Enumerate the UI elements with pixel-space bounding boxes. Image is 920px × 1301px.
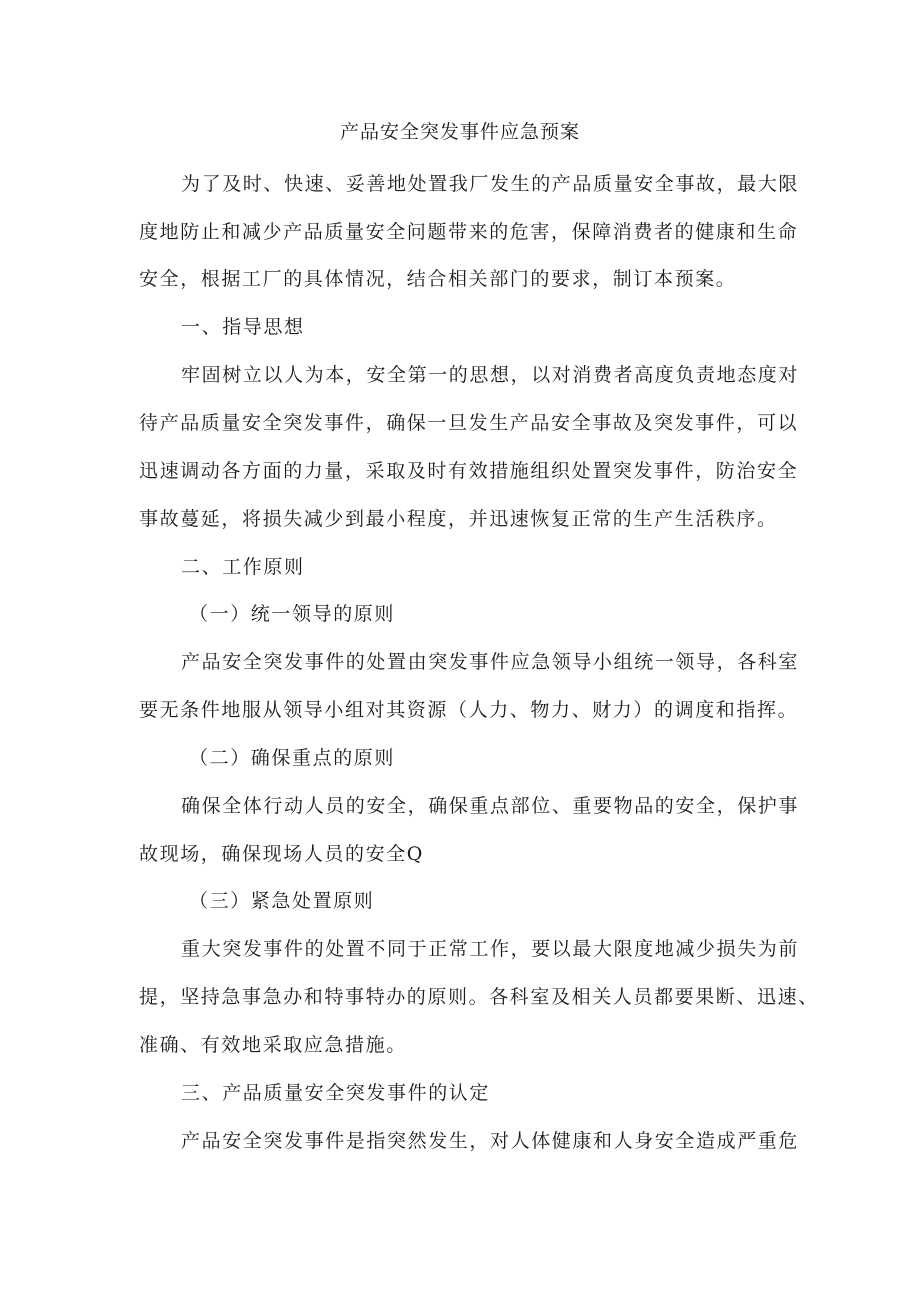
paragraph-line: 确保全体行动人员的安全，确保重点部位、重要物品的安全，保护事 bbox=[181, 795, 800, 817]
subsection-heading: （二）确保重点的原则 bbox=[189, 747, 396, 769]
paragraph-line: 产品安全突发事件是指突然发生，对人体健康和人身安全造成严重危 bbox=[181, 1130, 800, 1152]
paragraph-line: 牢固树立以人为本，安全第一的思想，以对消费者高度负责地态度对 bbox=[181, 364, 800, 386]
paragraph-line: 故现场，确保现场人员的安全Q bbox=[139, 843, 424, 865]
paragraph-line: 待产品质量安全突发事件，确保一旦发生产品安全事故及突发事件，可以 bbox=[139, 412, 799, 434]
paragraph-line: 安全，根据工厂的具体情况，结合相关部门的要求，制订本预案。 bbox=[139, 268, 737, 290]
paragraph-line: 迅速调动各方面的力量，采取及时有效措施组织处置突发事件，防治安全 bbox=[139, 460, 799, 482]
paragraph-line: 产品安全突发事件的处置由突发事件应急领导小组统一领导，各科室 bbox=[181, 651, 800, 673]
section-heading: 三、产品质量安全突发事件的认定 bbox=[181, 1082, 491, 1104]
paragraph-line: 提，坚持急事急办和特事特办的原则。各科室及相关人员都要果断、迅速、 bbox=[139, 986, 819, 1008]
section-heading: 二、工作原则 bbox=[181, 556, 305, 578]
paragraph-line: 为了及时、快速、妥善地处置我厂发生的产品质量安全事故，最大限 bbox=[181, 173, 800, 195]
section-heading: 一、指导思想 bbox=[181, 316, 305, 338]
document-title: 产品安全突发事件应急预案 bbox=[339, 121, 580, 143]
subsection-heading: （三）紧急处置原则 bbox=[189, 890, 375, 912]
paragraph-line: 要无条件地服从领导小组对其资源（人力、物力、财力）的调度和指挥。 bbox=[139, 699, 799, 721]
subsection-heading: （一）统一领导的原则 bbox=[189, 603, 396, 625]
paragraph-line: 准确、有效地采取应急措施。 bbox=[139, 1034, 407, 1056]
paragraph-line: 度地防止和减少产品质量安全问题带来的危害，保障消费者的健康和生命 bbox=[139, 221, 799, 243]
paragraph-line: 事故蔓延，将损失减少到最小程度，并迅速恢复正常的生产生活秩序。 bbox=[139, 508, 778, 530]
paragraph-line: 重大突发事件的处置不同于正常工作，要以最大限度地减少损失为前 bbox=[181, 938, 800, 960]
